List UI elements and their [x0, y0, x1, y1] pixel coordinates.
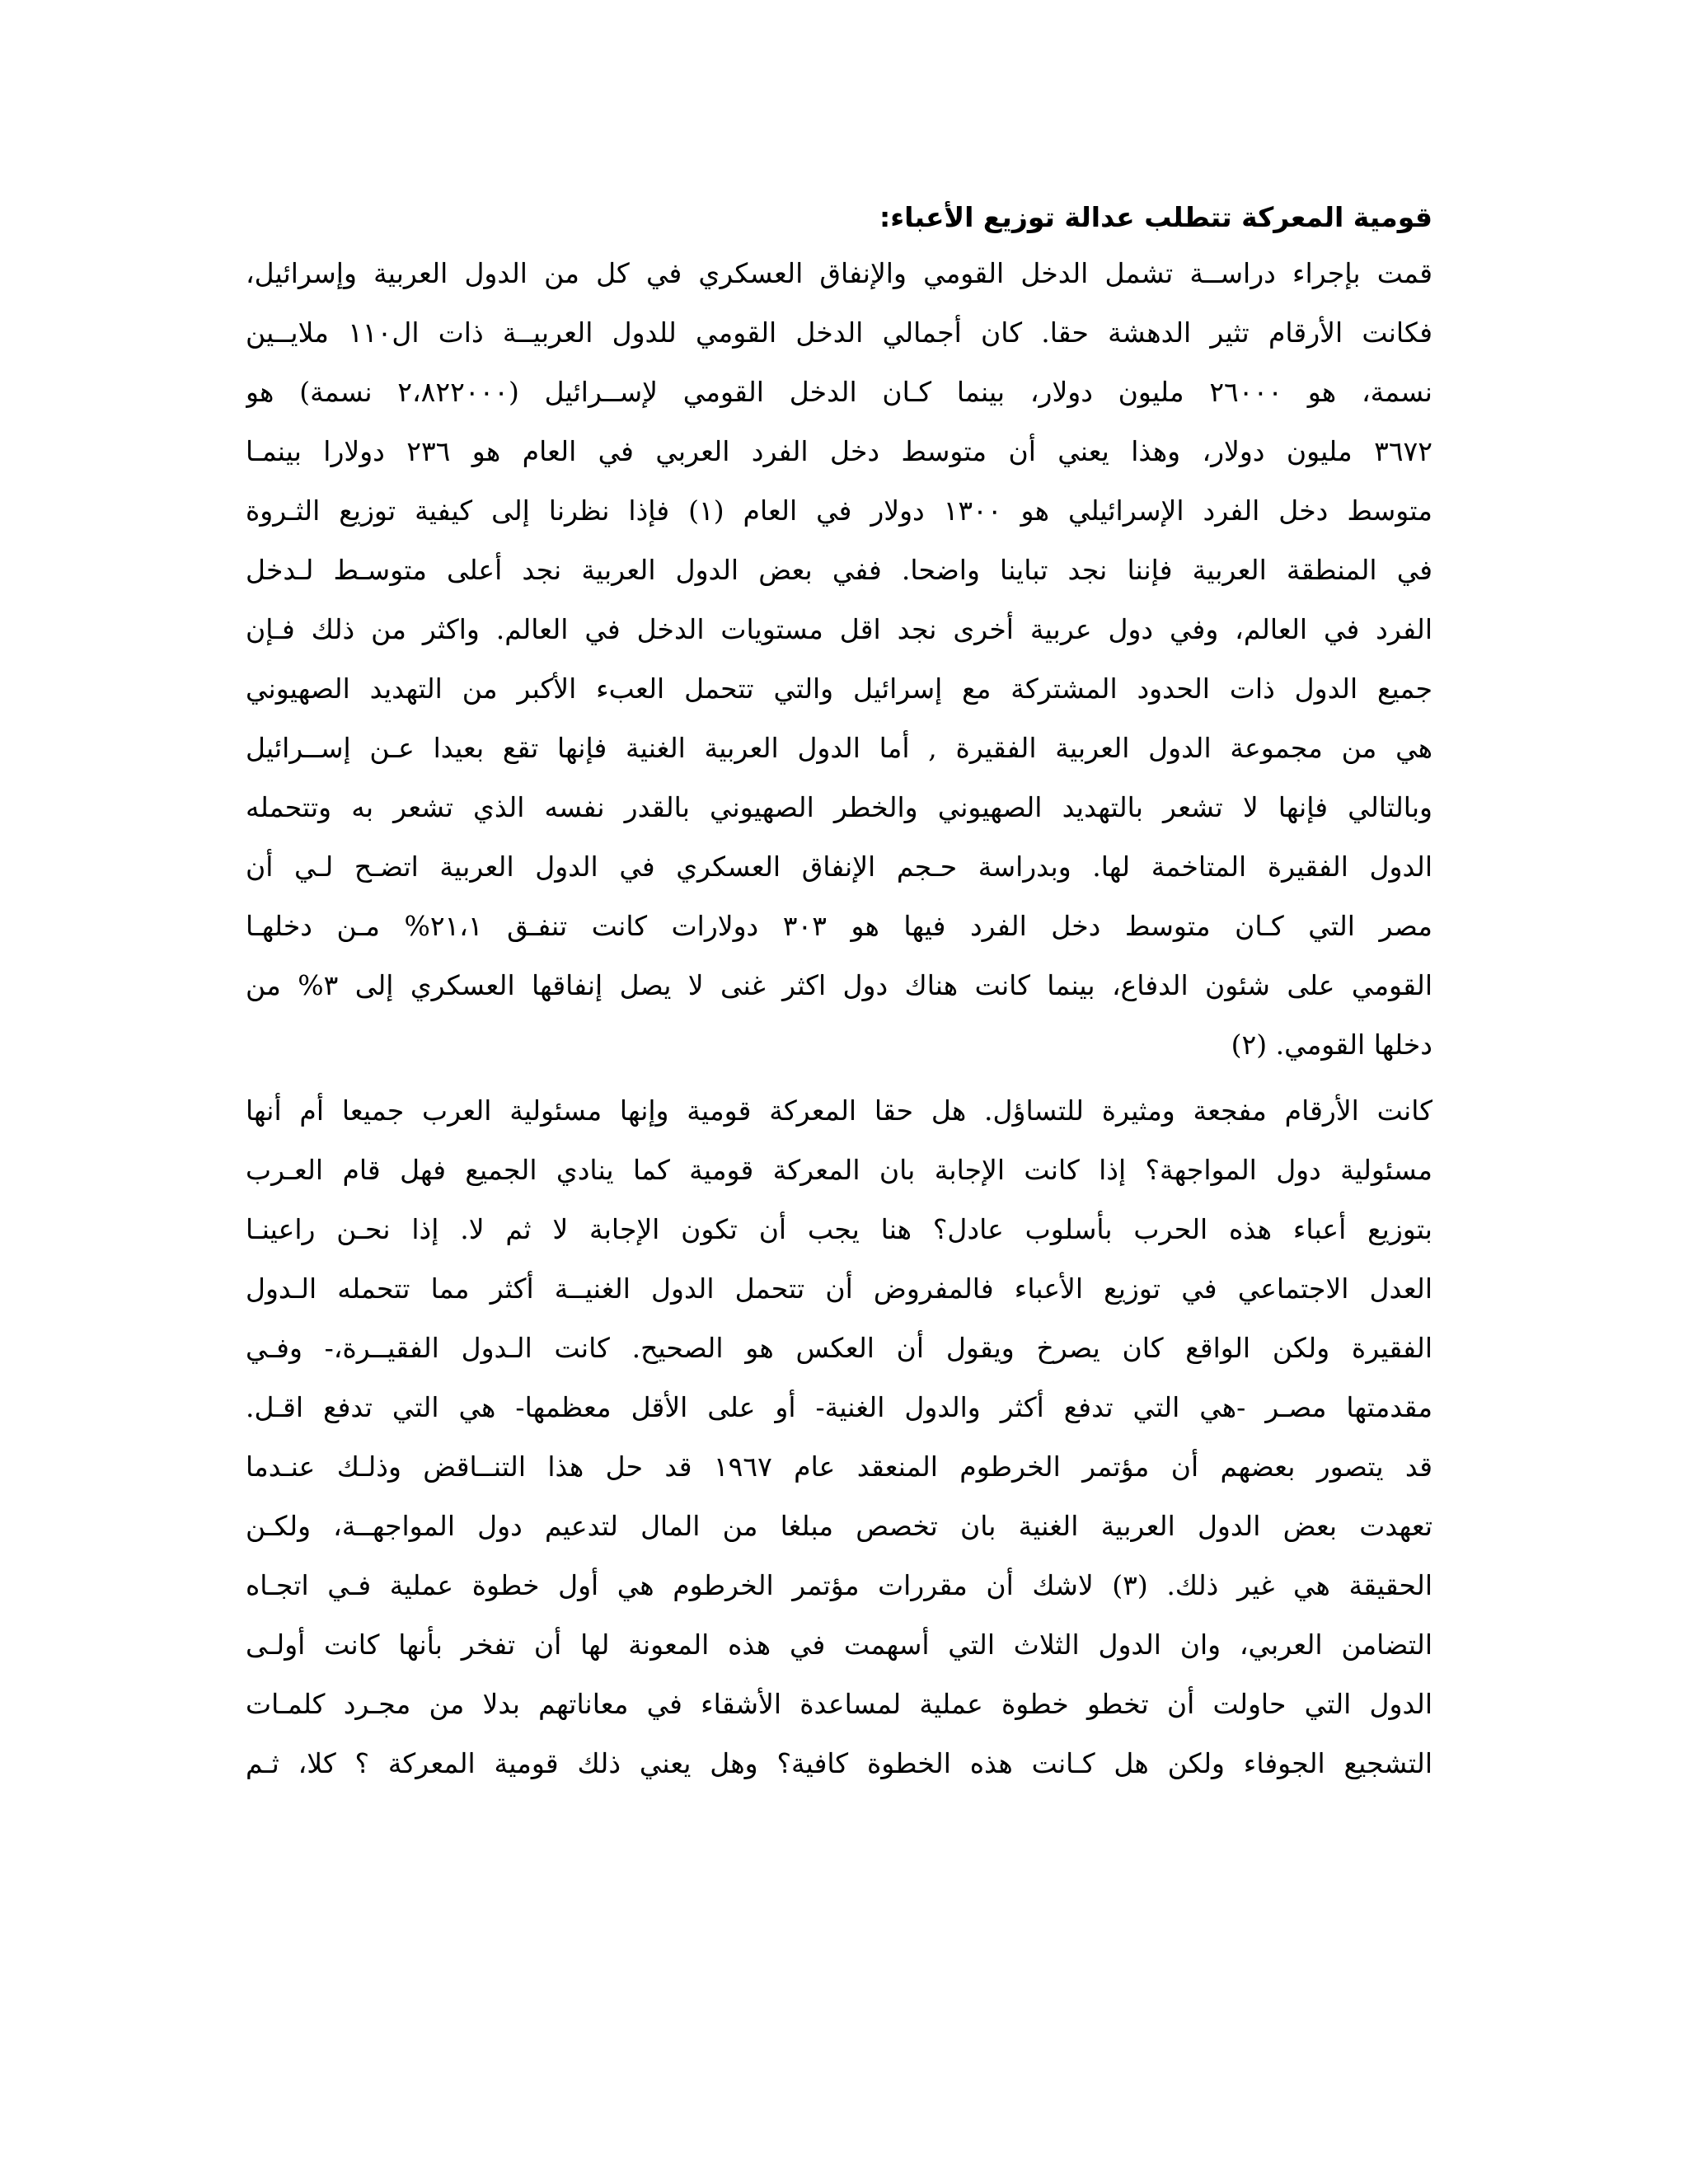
text-line: فكانت الأرقام تثير الدهشة حقا. كان أجمالي الدخل القومي للدول العربيــة ذات ال١١٠ ملايــين	[246, 316, 1432, 349]
text-line: جميع الدول ذات الحدود المشتركة مع إسرائيل والتي تتحمل العبء الأكبر من التهديد الصهيوني	[246, 673, 1432, 705]
text-line: القومي على شئون الدفاع، بينما كانت هناك دول اكثر غنى لا يصل إنفاقها العسكري إلى ٣% من	[246, 969, 1432, 1001]
text-line: في المنطقة العربية فإننا نجد تباينا واضحا. ففي بعض الدول العربية نجد أعلى متوسـط لـدخل	[246, 554, 1432, 586]
text-line: قد يتصور بعضهم أن مؤتمر الخرطوم المنعقد عام ١٩٦٧ قد حل هذا التنــاقض وذلـك عنـدما	[246, 1451, 1432, 1483]
text-line: الفرد في العالم، وفي دول عربية أخرى نجد اقل مستويات الدخل في العالم. واكثر من ذلك فـإن	[246, 613, 1432, 645]
text-line: الدول التي حاولت أن تخطو خطوة عملية لمساعدة الأشقاء في معاناتهم بدلا من مجـرد كلمـات	[246, 1688, 1432, 1720]
text-line: متوسط دخل الفرد الإسرائيلي هو ١٣٠٠ دولار في العام (١) فإذا نظرنا إلى كيفية توزيع الثـروة	[246, 494, 1432, 527]
text-line: هي من مجموعة الدول العربية الفقيرة , أما الدول العربية الغنية فإنها تقع بعيدا عـن إســرائيل	[246, 732, 1432, 764]
document-page	[246, 194, 1432, 1793]
text-line: دخلها القومي. (٢)	[1231, 1029, 1432, 1061]
text-line: تعهدت بعض الدول العربية الغنية بان تخصص مبلغا من المال لتدعيم دول المواجهــة، ولكـن	[246, 1510, 1432, 1542]
section-heading: قومية المعركة تتطلب عدالة توزيع الأعباء:	[879, 201, 1432, 233]
text-line: العدل الاجتماعي في توزيع الأعباء فالمفروض أن تتحمل الدول الغنيــة أكثر مما تتحمله الـدول	[246, 1272, 1432, 1305]
text-line: كانت الأرقام مفجعة ومثيرة للتساؤل. هل حقا المعركة قومية وإنها مسئولية العرب جميعا أم أنها	[246, 1094, 1432, 1127]
paragraph-spacer	[246, 1075, 1432, 1081]
text-line: نسمة، هو ٢٦٠٠٠ مليون دولار، بينما كـان الدخل القومي لإســرائيل (٢،٨٢٢٠٠٠ نسمة) هو	[246, 376, 1432, 408]
paragraph-1	[246, 244, 1432, 1075]
text-line: التشجيع الجوفاء ولكن هل كـانت هذه الخطوة كافية؟ وهل يعني ذلك قومية المعركة ؟ كلا، ثـم	[246, 1747, 1432, 1779]
text-line: وبالتالي فإنها لا تشعر بالتهديد الصهيوني والخطر الصهيوني بالقدر نفسه الذي تشعر به وتتحمله	[246, 791, 1432, 823]
paragraph-2	[246, 1081, 1432, 1793]
text-line: مقدمتها مصـر -هي التي تدفع أكثر والدول الغنية- أو على الأقل معظمها- هي التي تدفع اقـل.	[246, 1391, 1432, 1423]
text-line: قمت بإجراء دراســة تشمل الدخل القومي والإنفاق العسكري في كل من الدول العربية وإسرائيل،	[246, 257, 1432, 289]
text-line: مصر التي كـان متوسط دخل الفرد فيها هو ٣٠٣ دولارات كانت تنفـق ٢١،١% مـن دخلهـا	[246, 910, 1432, 942]
text-line: الفقيرة ولكن الواقع كان يصرخ ويقول أن العكس هو الصحيح. كانت الـدول الفقيــرة،- وفـي	[246, 1332, 1432, 1364]
text-line: بتوزيع أعباء هذه الحرب بأسلوب عادل؟ هنا يجب أن تكون الإجابة لا ثم لا. إذا نحـن راعينـا	[246, 1213, 1432, 1245]
text-line: التضامن العربي، وان الدول الثلاث التي أسهمت في هذه المعونة لها أن تفخر بأنها كانت أولـى	[246, 1629, 1432, 1661]
text-line: مسئولية دول المواجهة؟ إذا كانت الإجابة بان المعركة قومية كما ينادي الجميع فهل قام العـرب	[246, 1154, 1432, 1186]
text-line: ٣٦٧٢ مليون دولار، وهذا يعني أن متوسط دخل الفرد العربي في العام هو ٢٣٦ دولارا بينمـا	[246, 435, 1432, 467]
text-line: الحقيقة هي غير ذلك. (٣) لاشك أن مقررات مؤتمر الخرطوم هي أول خطوة عملية فـي اتجـاه	[246, 1569, 1432, 1601]
text-line: الدول الفقيرة المتاخمة لها. وبدراسة حـجم الإنفاق العسكري في الدول العربية اتضـح لـي أن	[246, 851, 1432, 883]
